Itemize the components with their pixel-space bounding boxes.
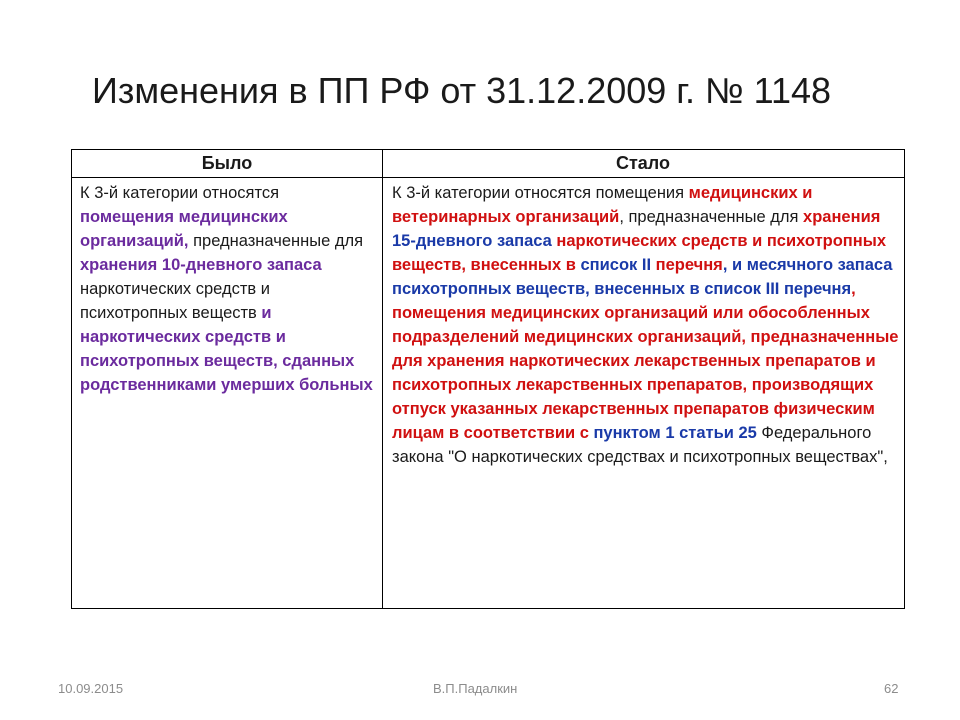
became-text-1: К 3-й категории относятся помещения [392,184,689,202]
footer-page-number: 62 [884,681,899,696]
column-header-was: Было [201,153,253,173]
cell-was [80,181,376,397]
was-text-3: предназначенные для [188,232,364,250]
was-text-2: помещения медицинских организаций, [80,208,288,250]
was-text-6: и наркотических средств и психотропных веществ, сданных родственниками умерших больных [80,304,373,394]
was-text-5: наркотических средств и психотропных веществ [80,280,270,322]
was-text-4: хранения 10-дневного запаса [80,256,322,274]
became-text-8: перечня [651,256,723,274]
became-text-4: хранения [803,208,881,226]
became-text-10: список III [704,280,780,298]
became-text-3: , предназначенные для [619,208,804,226]
was-text-1: К 3-й категории относятся [80,184,280,202]
became-text-9: , и месячного запаса психотропных веществ, внесенных в [392,256,893,298]
cell-became [392,181,900,469]
column-header-became: Стало [615,153,671,173]
became-text-6: наркотических средств и психотропных веществ, внесенных в [392,232,887,274]
footer-author: В.П.Падалкин [433,681,518,696]
slide-title: Изменения в ПП РФ от 31.12.2009 г. № 1148 [92,70,832,111]
column-divider [382,150,383,608]
became-text-14: Федерального закона "О наркотических средствах и психотропных веществах", [392,424,888,466]
became-text-2: медицинских и ветеринарных организаций [392,184,813,226]
comparison-table [71,149,905,609]
became-text-5: 15-дневного запаса [392,232,552,250]
became-text-11: перечня [779,280,852,298]
became-text-7: список II [580,256,652,274]
became-text-12: , помещения медицинских организаций или обособленных подразделений медицинских организаций, предназначенные для хранения наркотических лекарственных препаратов и психотропных лекарственных препаратов, производящих отпуск указанных лекарственных препаратов физическим лицам в соответствии с [392,280,899,442]
table-header-row [72,150,904,178]
footer-date: 10.09.2015 [58,681,124,696]
became-text-13[interactable]: пунктом 1 статьи 25 [593,424,757,442]
